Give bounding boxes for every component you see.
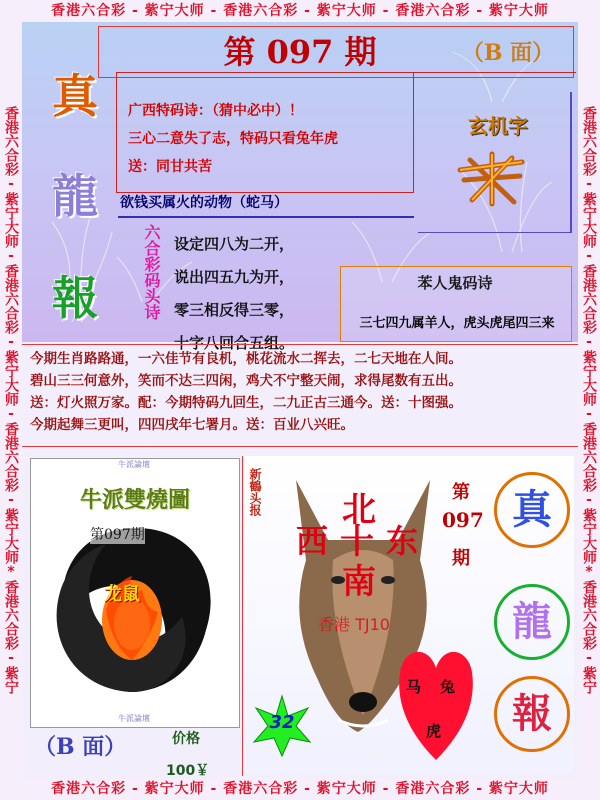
card-title: 牛派雙燒圖: [79, 488, 190, 513]
wolf-east: 东: [386, 522, 419, 560]
guangxi-poem-line2: 送：同甘共苦: [128, 159, 212, 175]
prediction-paragraph: [30, 348, 462, 436]
wolf-plus: 十: [340, 522, 374, 562]
wolf-west: 西: [296, 522, 329, 560]
xuanji-label: 玄机字: [468, 114, 528, 138]
divider-vertical: [242, 456, 243, 776]
heart-char-1: 马: [406, 678, 422, 696]
left-char-2: 龍: [52, 169, 98, 223]
wolf-issue-number: 097: [442, 508, 484, 532]
issue-title: 第 097 期: [223, 33, 377, 71]
right-char-3: 報: [512, 690, 552, 737]
left-char-3: 報: [52, 271, 98, 325]
wolf-south: 南: [342, 562, 376, 602]
paragraph-line-4: 今期起舞三更叫，四四戌年七署月。送：百业八兴旺。: [30, 417, 354, 433]
card-rat-text: 龙鼠: [104, 584, 140, 605]
side-label: （B 面）: [461, 40, 555, 66]
right-border-text: 香港六合彩-紫宁大师-香港六合彩-紫宁大师-香港六合彩-紫宁大师*香港六合彩-紫宁: [581, 106, 597, 694]
guangxi-poem-line1: 三心二意失了志，特码只看兔年虎: [128, 131, 338, 147]
left-border-text: 香港六合彩-紫宁大师-香港六合彩-紫宁大师-香港六合彩-紫宁大师*香港六合彩-紫宁: [3, 106, 19, 694]
liuhe-line-1: 设定四八为二开，: [174, 235, 295, 253]
paragraph-bottomline: [22, 446, 578, 447]
card-price-label: 价格: [172, 731, 200, 747]
ghost-poem-title: 苯人鬼码诗: [417, 274, 493, 292]
card-issue: 第097期: [90, 524, 145, 544]
wolf-caption: 香港 TJ10: [318, 615, 390, 634]
card-stamp-top: 牛派論壇: [118, 460, 150, 469]
card-stamp-bottom: 牛派論壇: [118, 714, 150, 723]
riddle-text: 欲钱买属火的动物（蛇马）: [120, 195, 288, 211]
liuhe-line-4: 十字八回合五组。: [174, 334, 295, 352]
guangxi-poem-title: 广西特码诗：（猜中必中）！: [128, 103, 303, 119]
wolf-issue-suffix: 期: [452, 548, 470, 569]
heart-char-3: 虎: [426, 722, 442, 740]
guangxi-box-topline: [116, 72, 576, 73]
paragraph-topline: [22, 344, 578, 345]
star-number: 32: [269, 712, 295, 733]
top-border-text: 香港六合彩 - 紫宁大师 - 香港六合彩 - 紫宁大师 - 香港六合彩 - 紫宁大师: [51, 3, 549, 19]
wolf-issue-prefix: 第: [452, 482, 470, 503]
bottom-border-text: 香港六合彩 - 紫宁大师 - 香港六合彩 - 紫宁大师 - 香港六合彩 - 紫宁大师: [51, 781, 549, 797]
heart-char-2: 兔: [440, 678, 456, 696]
card-side-label: （B 面）: [34, 734, 127, 760]
paragraph-line-1: 今期生肖路路通，一六佳节有良机，桃花流水二挥去，二七天地在人间。: [30, 351, 462, 367]
paragraph-line-2: 碧山三三何意外，笑而不达三四闲，鸡犬不宁整天闹，求得尾数有五出。: [30, 373, 462, 389]
heart-icon: [396, 640, 476, 766]
card-swirl-graphic: [46, 520, 222, 700]
right-char-2: 龍: [512, 598, 552, 645]
liuhe-vertical-title: 六合彩码头诗: [142, 224, 161, 320]
liuhe-poem: [174, 228, 294, 360]
right-char-1: 真: [512, 486, 552, 533]
new-label: 新鶴头报: [248, 468, 262, 516]
left-char-1: 真: [52, 69, 98, 123]
ghost-poem-line: 三七四九属羊人，虎头虎尾四三来: [359, 316, 555, 331]
liuhe-line-3: 零三相反得三零，: [174, 301, 295, 319]
paragraph-line-3: 送：灯火照万家。配：今期特码九回生，二九正古三通今。送：十图强。: [30, 395, 462, 411]
card-price-value: 100￥: [166, 763, 210, 779]
riddle-underline: [118, 216, 414, 218]
xuanji-glyph-icon: [452, 150, 532, 210]
liuhe-line-2: 说出四五九为开，: [174, 268, 295, 286]
wolf-north: 北: [342, 490, 376, 530]
